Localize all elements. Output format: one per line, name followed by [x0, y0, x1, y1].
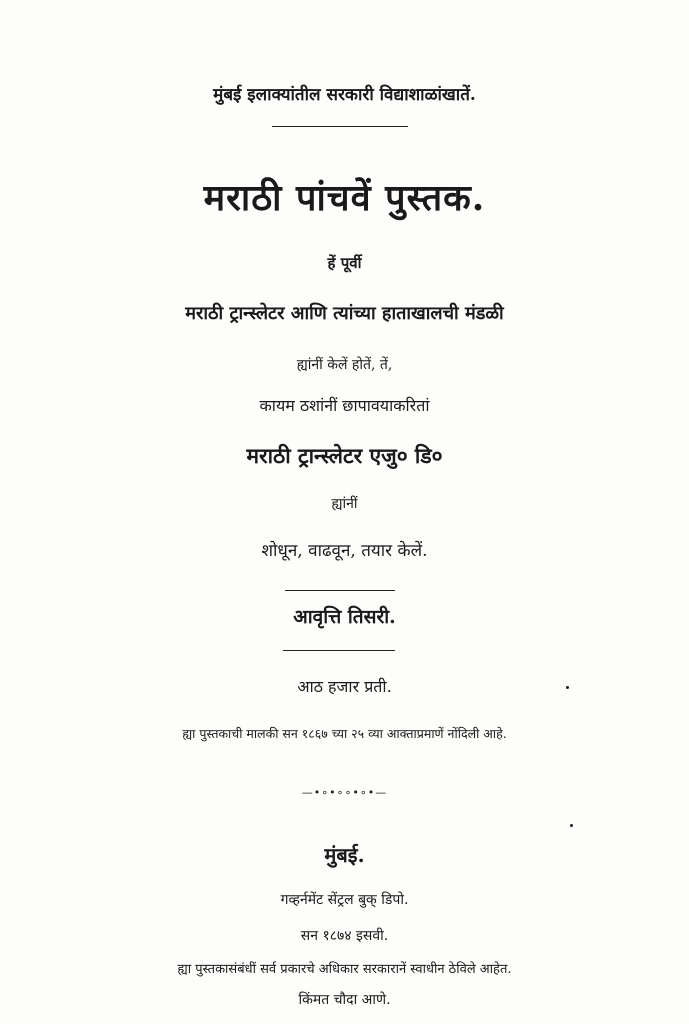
actions-line: शोधून, वाढवून, तयार केलें.: [261, 541, 428, 561]
print-speck: [570, 824, 573, 827]
publisher-name: गव्हर्नमेंट सेंट्रल बुक् डिपो.: [280, 892, 409, 908]
edition-label: आवृत्ति तिसरी.: [293, 606, 396, 628]
print-speck: [566, 686, 569, 689]
edition-top-divider: [285, 590, 395, 591]
top-divider: [272, 126, 408, 127]
edition-bottom-divider: [283, 650, 395, 651]
school-department-heading: मुंबई इलाक्यांतील सरकारी विद्याशाळांखातें.: [213, 85, 476, 105]
copies-count: आठ हजार प्रती.: [297, 677, 392, 696]
made-by-line: ह्यांनीं केलें होतें, तें,: [296, 357, 393, 373]
previously-label: हें पूर्वी: [327, 254, 362, 272]
imprint-place: मुंबई.: [324, 843, 365, 867]
by-line: ह्यांनीं: [331, 496, 358, 512]
price-line: किंमत चौदा आणे.: [298, 992, 391, 1008]
copyright-notice: ह्या पुस्तकाची मालकी सन १८६७ च्या २५ व्या आक्ताप्रमाणें नोंदिली आहे.: [182, 726, 507, 741]
rights-notice: ह्या पुस्तकासंबंधीं सर्व प्रकारचे अधिकार सरकारानें स्वाधीन ठेविले आहेत.: [177, 962, 512, 977]
ornamental-divider: —•∘•∘∘•∘•—: [301, 786, 388, 799]
publication-year: सन १८७४ इसवी.: [300, 928, 389, 944]
book-title: मराठी पांचवें पुस्तक.: [203, 177, 486, 219]
original-makers: मराठी ट्रान्स्लेटर आणि त्यांच्या हाताखालची मंडळी: [185, 303, 504, 324]
purpose-line: कायम ठशांनीं छापावयाकरितां: [259, 396, 430, 415]
reviser-name: मराठी ट्रान्स्लेटर एजु० डि०: [246, 443, 443, 468]
